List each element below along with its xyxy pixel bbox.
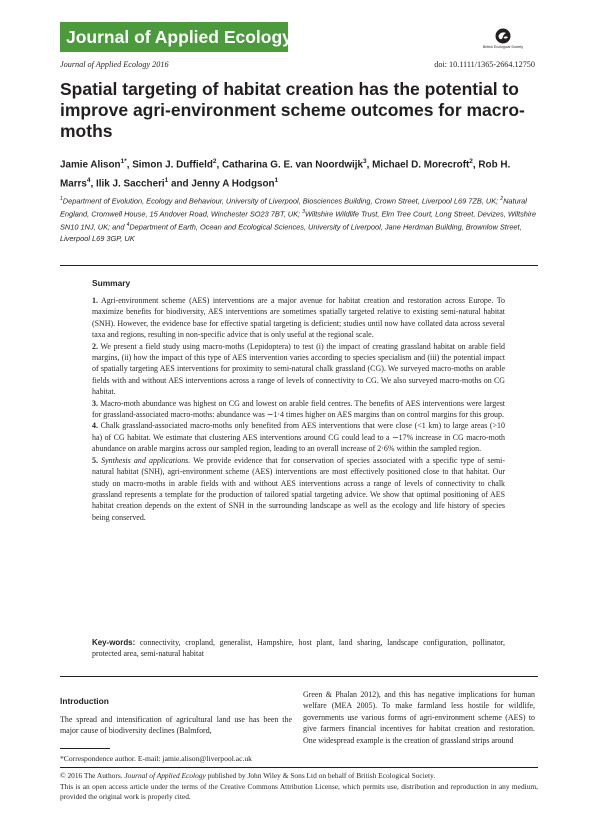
author-affiliation-mark: 4 <box>86 176 91 184</box>
author-name: Simon J. Duffield <box>132 159 213 171</box>
author-separator: , <box>366 159 373 171</box>
article-title: Spatial targeting of habitat creation has the potential to improve agri-environment scheme outcomes for macro-moths <box>60 79 525 141</box>
affiliation-text: Wiltshire Wildlife Trust, Elm Tree Court, Long Street, Devizes, Wiltshire SN10 1NJ, UK; and <box>60 209 537 232</box>
affiliation-text: Department of Earth, Ocean and Ecological Sciences, University of Liverpool, Jane Herdman Building, Brownlow Street, Liverpool L69 3GP, UK <box>60 222 522 243</box>
summary-point-text: Chalk grassland-associated macro-moths only benefited from AES interventions that were close (<1 km) to large areas (>10 ha) of CG habitat. We estimate that clustering AES interventions around CG could lead to a ∼17% increase in CG macro-moth abundance on arable margins across our sampled region, leading to an overall increase of 2·6% within the sampled region. <box>92 421 505 454</box>
author-separator: , <box>216 159 222 171</box>
author-name: Rob H. Marrs <box>60 159 511 190</box>
author-name: Jamie Alison <box>60 159 121 171</box>
author-affiliation-mark: 1 <box>164 176 169 184</box>
author-affiliation-mark: 2 <box>212 158 217 165</box>
footer-rule <box>60 767 538 768</box>
summary-point <box>92 420 505 454</box>
author-name: Catharina G. E. van Noordwijk <box>222 159 364 171</box>
license-text: This is an open access article under the terms of the Creative Commons Attribution License, which permits use, distribution and reproduction in any medium, provided the original work is properly cited. <box>60 781 538 802</box>
license-footer <box>60 771 538 803</box>
affiliation-text: Natural England, Cromwell House, 15 Andover Road, Winchester SO23 7BT, UK; <box>60 196 527 219</box>
author-separator: , <box>126 159 133 171</box>
author-list <box>60 154 540 192</box>
author-separator: , <box>90 178 97 190</box>
affiliation-mark: 1 <box>60 196 63 202</box>
author-name: Jenny A Hodgson <box>191 178 275 190</box>
summary-point-number: 5. <box>92 455 98 465</box>
introduction-right-column <box>303 689 535 746</box>
author-affiliation-mark: 2 <box>469 158 473 165</box>
summary-point-text: We present a field study using macro-moths (Lepidoptera) to test (i) the impact of creating grassland habitat on arable field margins, (ii) how the impact of this type of AES intervention varies according to species specialism and (iii) the potential impact of spatially targeting AES interventions for proximity to semi-natural chalk grassland (CG). We surveyed macro-moths on arable fields with and without AES interventions across a range of levels of connectivity to CG. We also surveyed macro-moths on CG habitat. <box>92 341 506 397</box>
summary-point-text: Agri-environment scheme (AES) interventions are a major avenue for habitat creation and restoration across Europe. To maximize benefits for biodiversity, AES interventions are sometimes spatially targeted relative to existing semi-natural habitat (SNH). However, the evidence base for effective spatial targeting is deficient; studies until now have collated data across several taxa and regions, resulting in non-specific advice that is only useful at the regional scale. <box>92 296 505 340</box>
summary-point-number: 1. <box>92 296 98 305</box>
society-logo <box>472 28 534 54</box>
author-affiliation-mark: 3 <box>363 158 367 165</box>
summary-point-number: 4. <box>92 421 98 431</box>
author-affiliation-mark: 1 <box>274 176 279 184</box>
author-name: Michael D. Morecroft <box>372 159 470 171</box>
author-name: Ilik J. Saccheri <box>96 178 165 190</box>
summary-point-text: We provide evidence that for conservation of species associated with a specific type of semi-natural habitat (SNH), agri-environment scheme (AES) interventions are most effectively positioned close to that habitat. Our study on macro-moths in arable fields with and without AES interventions across a range of levels of connectivity to chalk grassland represents a template for the production of tailored spatial targeting advice. We show that optimal positioning of AES habitat creation depends on the extent of SNH in the surrounding landscape as well as the ecology and life history of species being conserved. <box>92 455 505 522</box>
footnote-rule <box>60 748 110 749</box>
journal-banner: Journal of Applied Ecology <box>60 22 288 52</box>
correspondence-footnote[interactable]: *Correspondence author. E-mail: jamie.alison@liverpool.ac.uk <box>60 754 252 763</box>
summary-point-number: 2. <box>92 341 98 351</box>
author-separator: , <box>472 159 479 171</box>
affiliations <box>60 194 538 244</box>
summary-point <box>92 341 505 398</box>
copyright-line: © 2016 The Authors. Journal of Applied Ecology published by John Wiley & Sons Ltd on behalf of British Ecological Society. <box>60 771 436 780</box>
affiliation-mark: 4 <box>126 221 130 228</box>
summary-point-text: Macro-moth abundance was highest on CG and lowest on arable field centres. The benefits of AES interventions were largest for grassland-associated macro-moths: abundance was ∼1·4 times higher on AES margins than on control margins for this group. <box>92 398 506 420</box>
running-head-left: Journal of Applied Ecology 2016 <box>60 60 169 69</box>
introduction-paragraph-right: Green & Phalan 2012), and this has negative implications for human welfare (MEA 2005). To make farmland less hostile for wildlife, governments use various forms of agri-environment scheme (AES) to give farmers financial incentives for habitat creation and restoration. One widespread example is the creation of grassland strips around <box>303 690 535 745</box>
keywords-label: Key-words: <box>92 638 136 647</box>
summary-point-number: 3. <box>92 398 98 408</box>
summary-point <box>92 455 505 523</box>
author-affiliation-mark: 1* <box>120 158 127 165</box>
summary-top-rule <box>60 265 538 266</box>
summary-body <box>92 295 505 523</box>
introduction-heading: Introduction <box>60 696 109 706</box>
affiliation-text: Department of Evolution, Ecology and Behaviour, University of Liverpool, Biosciences Building, Crown Street, Liverpool L69 7ZB, UK; <box>62 196 501 206</box>
introduction-paragraph-left: The spread and intensification of agricultural land use has been the major cause of biodiversity declines (Balmford, <box>60 715 292 736</box>
author-separator: and <box>168 178 192 190</box>
keywords-list: connectivity, cropland, generalist, Hampshire, host plant, land sharing, landscape configuration, pollinator, protected area, semi-natural habitat <box>92 638 505 659</box>
affiliation-mark: 3 <box>302 208 305 215</box>
summary-bottom-rule <box>60 676 538 677</box>
society-logo-icon <box>472 28 534 46</box>
summary-point <box>92 398 505 421</box>
summary-point-lead: Synthesis and applications. <box>101 455 191 465</box>
society-logo-text: British Ecological Society <box>482 45 524 49</box>
summary-point <box>92 295 505 341</box>
running-head-doi[interactable]: doi: 10.1111/1365-2664.12750 <box>434 60 535 69</box>
keywords <box>92 637 505 660</box>
summary-heading: Summary <box>92 278 131 288</box>
introduction-left-column <box>60 714 292 737</box>
affiliation-mark: 2 <box>500 196 504 202</box>
